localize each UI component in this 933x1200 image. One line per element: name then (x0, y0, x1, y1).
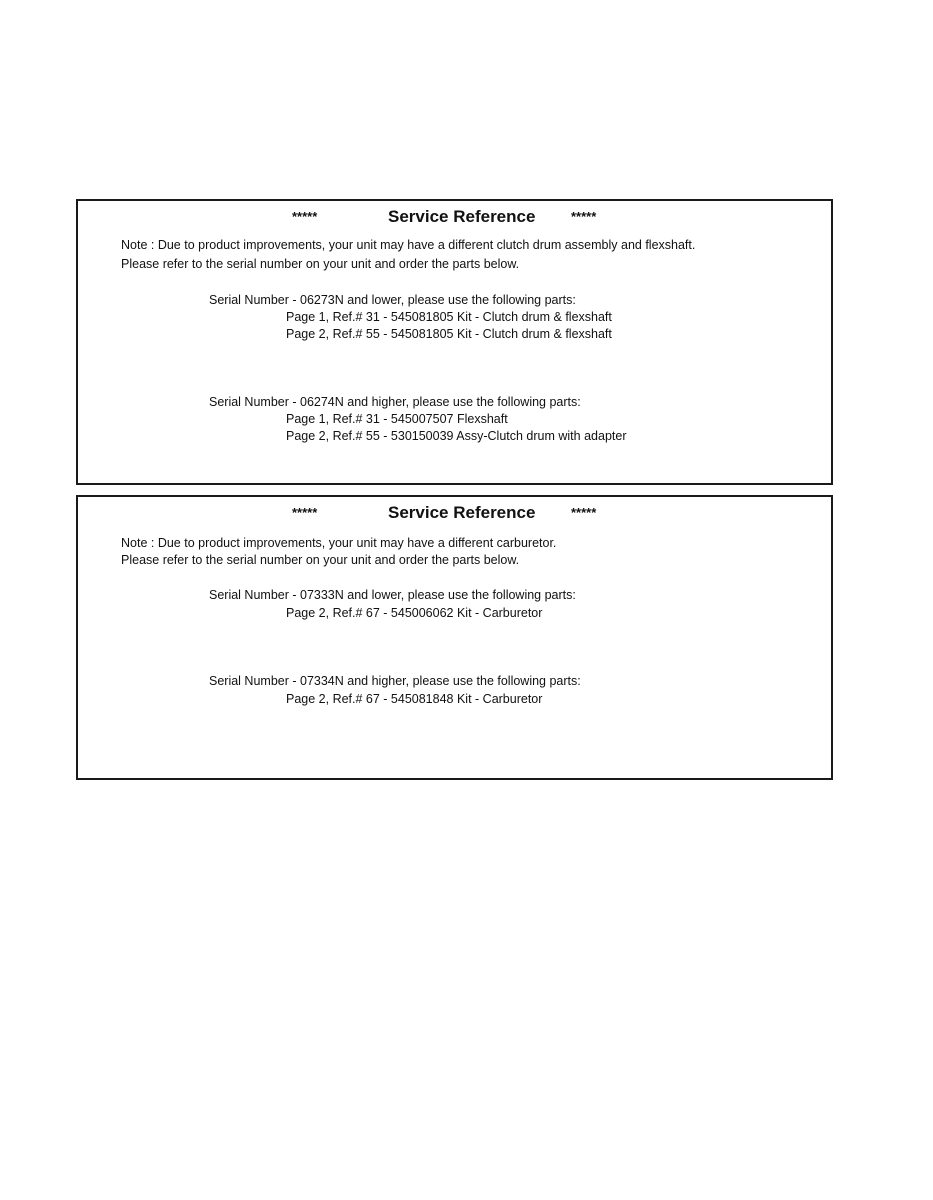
part-line: Page 2, Ref.# 55 - 530150039 Assy-Clutch drum with adapter (286, 429, 627, 443)
title-row (78, 503, 831, 525)
serial-number-line: Serial Number - 06274N and higher, please use the following parts: (209, 395, 581, 409)
part-line: Page 2, Ref.# 55 - 545081805 Kit - Clutch drum & flexshaft (286, 327, 612, 341)
service-reference-box-clutch (76, 199, 833, 485)
note-line: Note : Due to product improvements, your unit may have a different carburetor. (121, 536, 557, 550)
note-line: Please refer to the serial number on your unit and order the parts below. (121, 257, 520, 271)
serial-number-line: Serial Number - 07334N and higher, please use the following parts: (209, 674, 581, 688)
stars-right: ***** (571, 209, 597, 224)
service-reference-title: Service Reference (388, 503, 536, 522)
serial-number-line: Serial Number - 06273N and lower, please use the following parts: (209, 293, 576, 307)
part-line: Page 2, Ref.# 67 - 545006062 Kit - Carburetor (286, 606, 543, 620)
note-line: Please refer to the serial number on your unit and order the parts below. (121, 553, 520, 567)
stars-left: ***** (292, 505, 318, 520)
stars-right: ***** (571, 505, 597, 520)
serial-number-line: Serial Number - 07333N and lower, please use the following parts: (209, 588, 576, 602)
part-line: Page 2, Ref.# 67 - 545081848 Kit - Carburetor (286, 692, 543, 706)
service-reference-title: Service Reference (388, 207, 536, 226)
stars-left: ***** (292, 209, 318, 224)
title-row (78, 207, 831, 229)
service-reference-box-carburetor (76, 495, 833, 780)
note-line: Note : Due to product improvements, your unit may have a different clutch drum assembly and flexshaft. (121, 238, 696, 252)
part-line: Page 1, Ref.# 31 - 545007507 Flexshaft (286, 412, 508, 426)
part-line: Page 1, Ref.# 31 - 545081805 Kit - Clutch drum & flexshaft (286, 310, 612, 324)
